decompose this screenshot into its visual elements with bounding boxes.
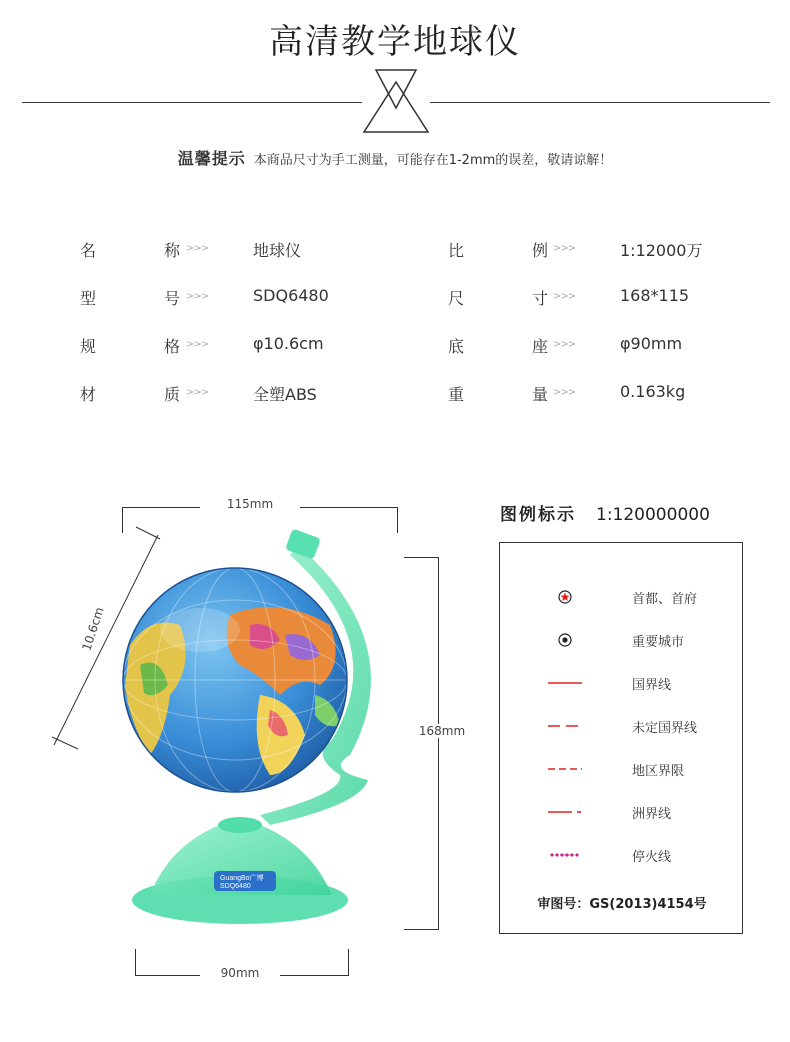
spec-arrow: >>> — [553, 243, 576, 254]
dim-base-tick-left — [135, 949, 136, 976]
spec-label: 型 号 — [80, 289, 180, 308]
city-icon — [540, 630, 590, 650]
spec-name — [80, 238, 180, 261]
dim-width-label: 115mm — [200, 497, 300, 511]
undetermined-border-icon — [540, 716, 590, 736]
brand-label: GuangBo广博 — [220, 875, 264, 882]
triangle-emblem-icon — [360, 68, 432, 136]
spec-dimensions-value: 168*115 — [620, 286, 690, 305]
legend-item: 停火线 — [500, 845, 744, 865]
legend-heading — [500, 500, 710, 525]
title-divider-right — [430, 102, 770, 103]
spec-label: 重 量 — [448, 385, 548, 404]
spec-arrow: >>> — [186, 291, 209, 302]
region-border-icon — [540, 759, 590, 779]
border-line-icon — [540, 673, 590, 693]
model-label: SDQ6480 — [220, 883, 251, 890]
spec-base-value: φ90mm — [620, 334, 683, 353]
spec-model — [80, 286, 180, 309]
spec-arrow: >>> — [186, 243, 209, 254]
page-title: 高清教学地球仪 — [269, 22, 521, 62]
legend-panel — [499, 542, 743, 934]
spec-scale-value: 1:12000万 — [620, 241, 703, 260]
notice-text: 本商品尺寸为手工测量，可能存在1-2mm的误差，敬请谅解！ — [253, 153, 613, 168]
spec-arrow: >>> — [553, 339, 576, 350]
spec-size-value: φ10.6cm — [253, 334, 324, 353]
legend-item: 国界线 — [500, 673, 744, 693]
notice-label: 温馨提示 — [177, 149, 246, 168]
spec-arrow: >>> — [553, 291, 576, 302]
legend-item: 首都、首府 — [500, 587, 744, 607]
notice — [0, 146, 790, 169]
spec-model-value: SDQ6480 — [253, 286, 329, 305]
spec-label: 材 质 — [80, 385, 180, 404]
spec-label: 比 例 — [448, 241, 548, 260]
legend-title: 图例标示 — [500, 505, 576, 525]
legend-item: 地区界限 — [500, 759, 744, 779]
spec-label: 尺 寸 — [448, 289, 548, 308]
spec-label: 规 格 — [80, 337, 180, 356]
spec-arrow: >>> — [186, 387, 209, 398]
spec-material-value: 全塑ABS — [253, 385, 317, 404]
map-approval-number: 审图号：GS(2013)4154号 — [537, 897, 707, 912]
title-divider-left — [22, 102, 362, 103]
spec-weight — [448, 382, 548, 405]
dim-height-line — [438, 557, 439, 930]
globe-product-image — [110, 525, 410, 945]
dim-diameter-label: 10.6cm — [79, 603, 108, 655]
dim-base-label: 90mm — [200, 966, 280, 980]
ceasefire-line-icon — [540, 845, 590, 865]
spec-label: 名 称 — [80, 241, 180, 260]
spec-dimensions — [448, 286, 548, 309]
spec-label: 底 座 — [448, 337, 548, 356]
spec-material — [80, 382, 180, 405]
spec-arrow: >>> — [186, 339, 209, 350]
continent-border-icon — [540, 802, 590, 822]
spec-base — [448, 334, 548, 357]
dim-base-tick-right — [348, 949, 349, 976]
legend-item: 洲界线 — [500, 802, 744, 822]
spec-arrow: >>> — [553, 387, 576, 398]
legend-scale: 1:120000000 — [596, 505, 710, 525]
spec-weight-value: 0.163kg — [620, 382, 686, 401]
spec-name-value: 地球仪 — [253, 241, 302, 260]
spec-scale — [448, 238, 548, 261]
legend-item: 未定国界线 — [500, 716, 744, 736]
spec-size — [80, 334, 180, 357]
capital-icon — [540, 587, 590, 607]
dim-height-label: 168mm — [414, 724, 470, 738]
legend-item: 重要城市 — [500, 630, 744, 650]
